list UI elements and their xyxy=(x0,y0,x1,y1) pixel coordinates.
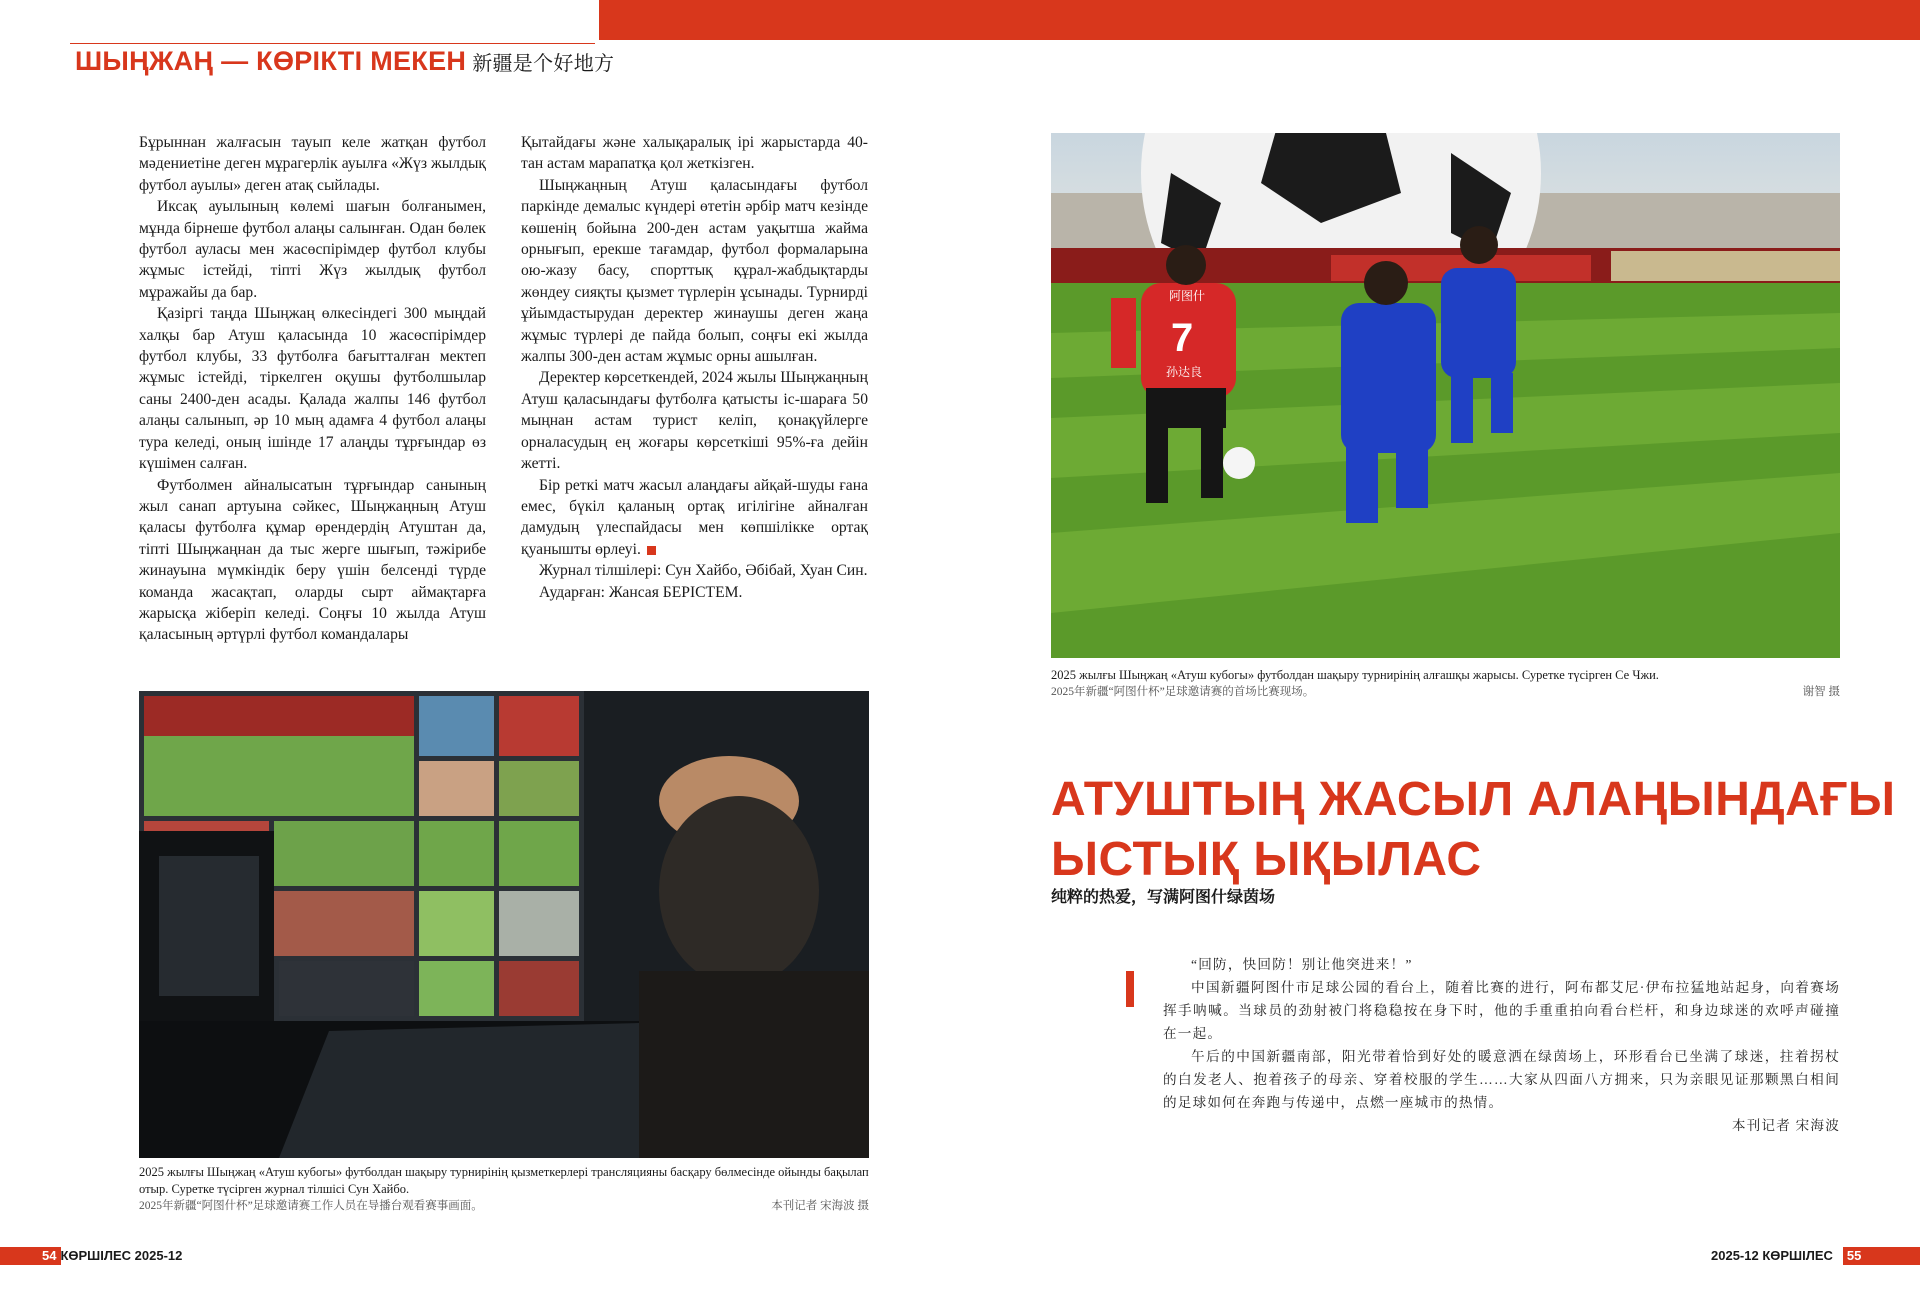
paragraph: Деректер көрсеткендей, 2024 жылы Шыңжаңның Атуш қаласындағы футболға қатысты іс-шараға 50 мыңнан астам турист келіп, қонақүйлерге орналасудың ең жоғары көрсеткіші 95%-ға дейін жетті. xyxy=(521,369,868,473)
footer-left xyxy=(42,1247,182,1265)
caption-zh: 2025年新疆“阿图什杯”足球邀请赛工作人员在导播台观看赛事画面。 xyxy=(139,1200,483,1212)
top-accent-bar xyxy=(599,0,1920,40)
control-room-photo-caption xyxy=(139,1164,869,1215)
intro-paragraph: 午后的中国新疆南部，阳光带着恰到好处的暖意洒在绿茵场上，环形看台已坐满了球迷，拄着拐杖的白发老人、抱着孩子的母亲、穿着校服的学生……大家从四面八方拥来，只为亲眼见证那颗黑白相间的足球如何在奔跑与传递中，点燃一座城市的热情。 xyxy=(1163,1049,1840,1110)
magazine-label-left: КӨРШІЛЕС 2025-12 xyxy=(60,1248,183,1263)
paragraph: Футболмен айналысатын тұрғындар санының жыл санап артуына сәйкес, Шыңжаңның Атуш қаласы футболға құмар өрендердің Атуштан да, тіпті Шыңжаңнан да тыс жерге шығып, тәжірибе жинауына мүмкіндік беру үшін белсенді түрде команда жасақтап, оларды сырт аймақтарға жарысқа жіберіп келеді. Соңғы 10 жылда Атуш қаласының әртүрлі футбол командалары xyxy=(139,476,486,644)
article-headline xyxy=(1051,770,1896,890)
caption-zh: 2025年新疆“阿图什杯”足球邀请赛的首场比赛现场。 xyxy=(1051,686,1315,698)
credits: Журнал тілшілері: Сун Хайбо, Әбібай, Хуан Син. xyxy=(539,562,868,580)
caption-zh-credit: 本刊记者 宋海波 摄 xyxy=(771,1200,869,1212)
headline-line2: ЫСТЫҚ ЫҚЫЛАС xyxy=(1051,833,1482,886)
intro-zh xyxy=(1163,953,1840,1137)
section-title-kz: ШЫҢЖАҢ — КӨРІКТІ МЕКЕН xyxy=(75,46,467,76)
caption-zh-row xyxy=(1051,684,1840,701)
jersey-name-text: 孙达良 xyxy=(1166,365,1203,379)
jersey-team-text: 阿图什 xyxy=(1169,289,1206,303)
paragraph-text: Бір реткі матч жасыл алаңдағы айқай-шуды ғана емес, бүкіл қаланың ортақ игілігіне айналған дамудың үлеспайдасы мен көпшілікке ортақ қуанышты өрлеуі. xyxy=(521,476,868,558)
translator: Аударған: Жансая БЕРІСТЕМ. xyxy=(539,583,743,601)
jersey-number-text: 7 xyxy=(1171,316,1194,360)
paragraph xyxy=(521,475,868,561)
intro-paragraph: 中国新疆阿图什市足球公园的看台上，随着比赛的进行，阿布都艾尼·伊布拉猛地站起身，向着赛场挥手呐喊。当球员的劲射被门将稳稳按在身下时，他的手重重拍向看台栏杆，和身边球迷的欢呼声碰撞在一起。 xyxy=(1163,980,1840,1041)
football-photo-caption xyxy=(1051,667,1840,701)
paragraph: Қытайдағы және халықаралық ірі жарыстарда 40-тан астам марапатқа қол жеткізген. xyxy=(521,134,868,173)
broadcast-control-room-photo xyxy=(139,691,869,1158)
intro-author: 本刊记者 宋海波 xyxy=(1731,1118,1840,1133)
magazine-label-right: 2025-12 КӨРШІЛЕС xyxy=(1711,1248,1833,1263)
intro-accent-bar xyxy=(1126,971,1134,1007)
section-title xyxy=(75,46,614,77)
caption-zh-credit: 谢智 摄 xyxy=(1802,686,1840,698)
football-match-photo xyxy=(1051,133,1840,658)
article-column-left xyxy=(139,132,486,646)
footer-right xyxy=(1711,1247,1861,1265)
paragraph: Қазіргі таңда Шыңжаң өлкесіндегі 300 мыңдай халқы бар Атуш қаласында 10 жасөспірімдер футбол клубы, 33 футболға бағытталған мектеп жұмыс істейді, тіркелген оқушы футболшылар саны 2400-ден асады. Қалада жалпы 146 футбол алаңы салынып, әр 10 мың адамға 4 футбол алаңы тура келеді, оның ішінде 17 алаңды тұрғындар өз күшімен салған. xyxy=(139,305,486,473)
paragraph: Бұрыннан жалғасын тауып келе жатқан футбол мәдениетіне деген мұрагерлік ауылға «Жүз жылдық футбол ауылы» деген атақ сыйлады. xyxy=(139,134,486,194)
intro-quote: “回防，快回防！别让他突进来！” xyxy=(1191,957,1413,972)
caption-zh-row xyxy=(139,1198,869,1215)
section-title-zh: 新疆是个好地方 xyxy=(472,53,615,75)
article-subtitle-zh: 纯粹的热爱，写满阿图什绿茵场 xyxy=(1051,889,1276,906)
article-column-right xyxy=(521,132,868,603)
page-number-left: 54 xyxy=(42,1248,57,1263)
paragraph: Иксақ ауылының көлемі шағын болғанымен, мұнда бірнеше футбол алаңы салынған. Одан бөлек футбол ауласы мен жасөспірімдер футбол клубы жұмыс істейді, тіпті Жүз жылдық футбол мұражайы да бар. xyxy=(139,198,486,301)
caption-kz: 2025 жылғы Шыңжаң «Атуш кубогы» футболдан шақыру турнирінің қызметкерлері трансляцияны басқару бөлмесінде ойынды бақылап отыр. Суретке түсірген журнал тілшісі Сун Хайбо. xyxy=(139,1165,869,1196)
header-rule xyxy=(70,43,595,44)
end-mark xyxy=(647,546,656,555)
page-number-right: 55 xyxy=(1846,1248,1862,1263)
caption-kz: 2025 жылғы Шыңжаң «Атуш кубогы» футболдан шақыру турнирінің алғашқы жарысы. Суретке түсірген Се Чжи. xyxy=(1051,668,1659,682)
headline-line1: АТУШТЫҢ ЖАСЫЛ АЛАҢЫНДАҒЫ xyxy=(1051,773,1896,826)
paragraph: Шыңжаңның Атуш қаласындағы футбол паркінде демалыс күндері өтетін әрбір матч кезінде көшенің бойына 200-ден астам уақытша жайма орнығып, ерекше тағамдар, футбол формаларына ою-жазу басу, спорттық құрал-жабдықтарды жөндеу сияқты қызмет түрлерін ұсынады. Турнирді ұйымдастырудан деректер жинаушы деген жаңа жұмыс түрлері де пайда болып, соңғы екі жылда жалпы 300-ден астам жұмыс орны ашылған. xyxy=(521,176,868,366)
